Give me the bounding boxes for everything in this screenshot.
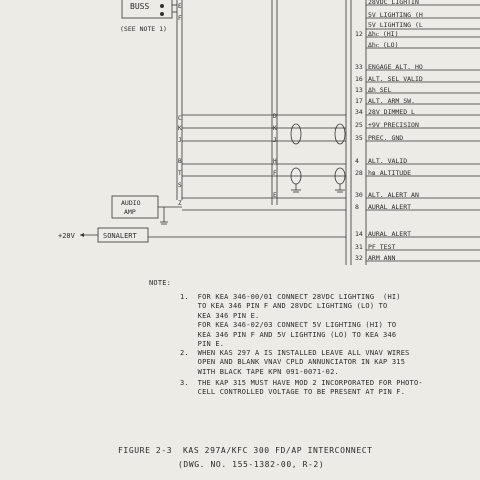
signal-label: 5V LIGHTING (L xyxy=(368,21,423,29)
pin-number: 25 xyxy=(355,121,363,129)
pin-letter: C xyxy=(178,115,182,122)
pin-number: 33 xyxy=(355,63,363,71)
pin-number: 4 xyxy=(355,157,359,165)
signal-label: ALT. ARM SW. xyxy=(368,97,415,105)
pin-number: 12 xyxy=(355,30,363,38)
signal-label: Δhᴄ (HI) xyxy=(368,30,399,38)
figure-caption: FIGURE 2-3 KAS 297A/KFC 300 FD/AP INTERCONNECT xyxy=(118,446,373,455)
pin-number: 8 xyxy=(355,203,359,211)
notes-heading: NOTE: xyxy=(149,279,172,287)
note-3: 3. THE KAP 315 MUST HAVE MOD 2 INCORPORATED FOR PHOTO- CELL CONTROLLED VOLTAGE TO BE PRESENT AT PIN F. xyxy=(180,379,423,397)
pin-letter: Z xyxy=(178,200,182,207)
supply-label: +28V xyxy=(58,232,75,240)
signal-label: ARM ANN xyxy=(368,254,396,262)
pin-letter: E xyxy=(273,192,277,199)
pin-letter: H xyxy=(273,158,277,165)
note-2: 2. WHEN KAS 297 A IS INSTALLED LEAVE ALL VNAV WIRES OPEN AND BLANK VNAV CPLD ANNUNCIATOR IN KAP 315 WITH BLACK TAPE KPN 091-0071-02. xyxy=(180,349,410,376)
signal-label: PREC. GND xyxy=(368,134,404,142)
arrow-icon xyxy=(80,233,84,237)
signal-label: AURAL ALERT xyxy=(368,203,412,211)
pin-letter: K xyxy=(273,125,277,132)
pin-number: 14 xyxy=(355,230,363,238)
pin-letter: D xyxy=(273,113,277,120)
pin-letter: B xyxy=(178,158,182,165)
pin-letter: K xyxy=(178,125,182,132)
signal-label: PF TEST xyxy=(368,243,396,251)
pin-number: 13 xyxy=(355,86,363,94)
signal-label: +9V PRECISION xyxy=(368,121,419,129)
pin-number: 32 xyxy=(355,254,363,262)
signal-label: Δh SEL xyxy=(368,86,392,94)
pin-number: 35 xyxy=(355,134,363,142)
sonalert-label: SONALERT xyxy=(103,232,137,240)
pin-number: 28 xyxy=(355,169,363,177)
pin-letter: S xyxy=(178,182,182,189)
signal-label: 28V DIMMED L xyxy=(368,108,415,116)
pin-letter: J xyxy=(178,137,182,144)
signal-label: ALT. ALERT AN xyxy=(368,191,419,199)
signal-label: Δhᴄ (LO) xyxy=(368,41,399,49)
signal-label: AURAL ALERT xyxy=(368,230,412,238)
signal-label: ALT. SEL VALID xyxy=(368,75,423,83)
audio-amp-label-2: AMP xyxy=(124,208,136,216)
signal-label: hʙ ALTITUDE xyxy=(368,169,412,177)
pin-letter: F xyxy=(178,15,182,22)
pin-letter: J xyxy=(273,137,277,144)
pin-number: 30 xyxy=(355,191,363,199)
pin-number: 16 xyxy=(355,75,363,83)
note-1: 1. FOR KEA 346-00/01 CONNECT 28VDC LIGHTING (HI) TO KEA 346 PIN F AND 28VDC LIGHTING (LO) TO KEA 346 PIN E. FOR KEA 346-02/03 CONNECT 5V LIGHTING (HI) TO KEA 346 PIN F AND 5V LIGHTING (LO) TO KEA 346 PIN E. xyxy=(180,293,401,349)
signal-label: ENGAGE ALT. HO xyxy=(368,63,423,71)
pin-letter: E xyxy=(178,3,182,10)
pin-letter: F xyxy=(273,170,277,177)
pin-letter: T xyxy=(178,170,182,177)
signal-label: 5V LIGHTING (H xyxy=(368,11,423,19)
buss-label: BUSS xyxy=(130,2,150,11)
pin-number: 34 xyxy=(355,108,363,116)
see-note-label: (SEE NOTE 1) xyxy=(120,25,167,33)
signal-label: ALT. VALID xyxy=(368,157,408,165)
signal-label: 28VDC LIGHTIN xyxy=(368,0,419,6)
audio-amp-label-1: AUDIO xyxy=(121,199,141,207)
pin-number: 31 xyxy=(355,243,363,251)
pin-number: 17 xyxy=(355,97,363,105)
drawing-number: (DWG. NO. 155-1382-00, R-2) xyxy=(178,460,325,469)
